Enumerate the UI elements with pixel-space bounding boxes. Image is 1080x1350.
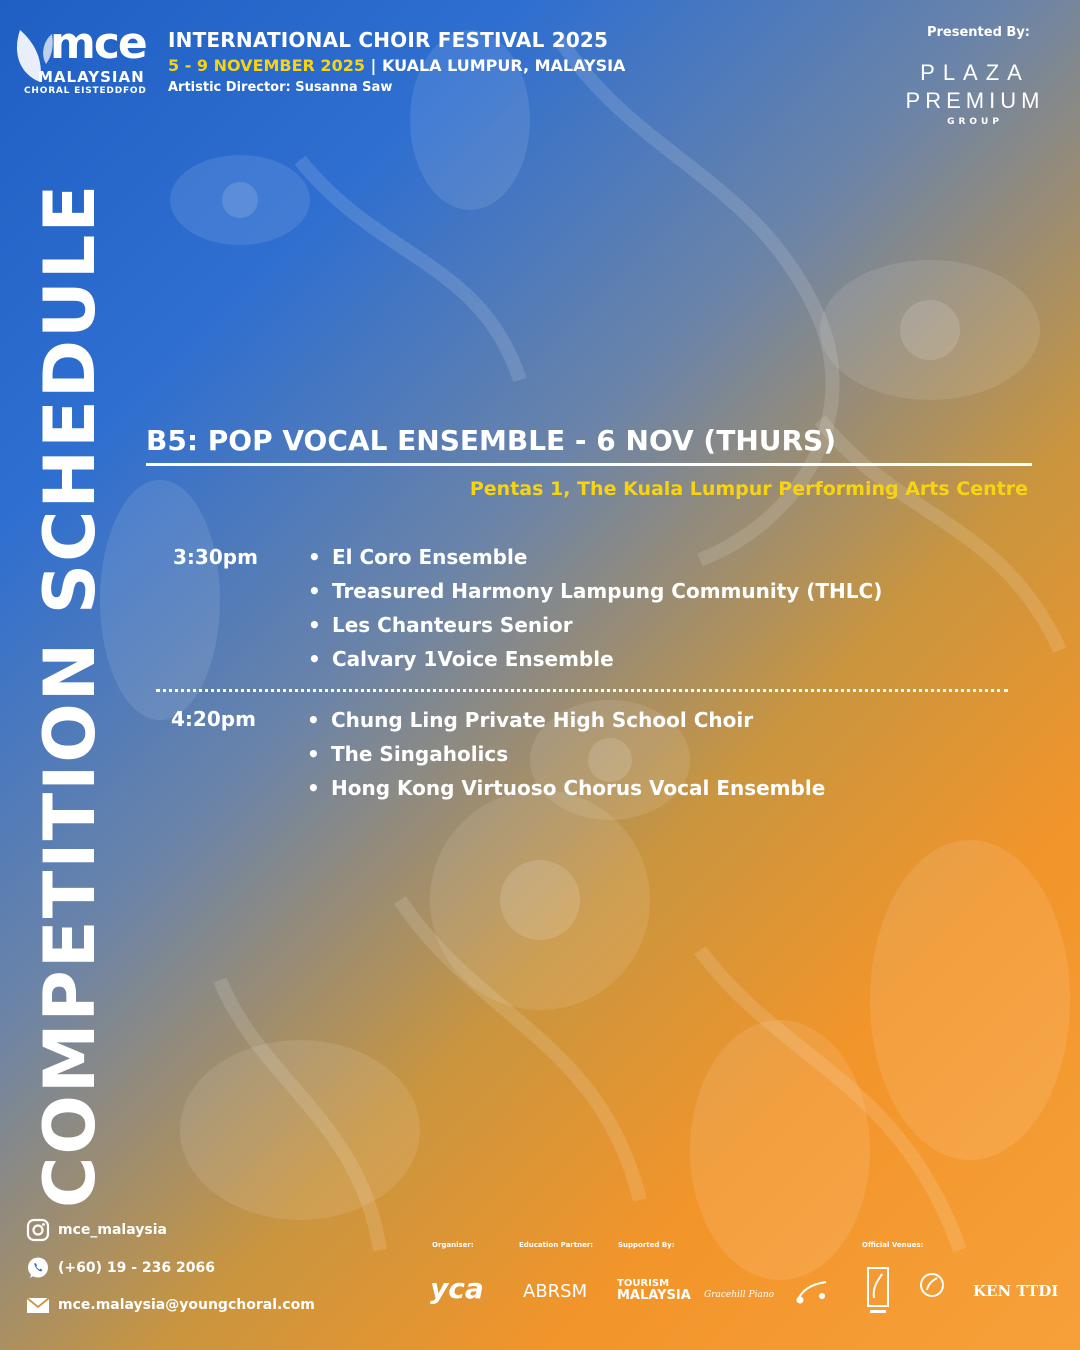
venue-logo-2 [918, 1271, 946, 1299]
choir-item: • Treasured Harmony Lampung Community (THLC) [308, 574, 882, 608]
instagram-contact[interactable] [26, 1218, 167, 1242]
slot-choir-list [307, 703, 825, 805]
venue: Pentas 1, The Kuala Lumpur Performing Arts Centre [469, 478, 1028, 500]
logo-subtitle: CHORAL EISTEDDFOD [24, 86, 147, 96]
choir-item: • Hong Kong Virtuoso Chorus Vocal Ensemble [307, 771, 825, 805]
tourism-malaysia-logo [617, 1278, 691, 1302]
tourism-line2: MALAYSIA [617, 1288, 691, 1303]
title-divider [146, 463, 1032, 466]
organiser-label: Organiser: [432, 1241, 474, 1249]
mail-icon [26, 1293, 50, 1317]
slot-divider [156, 689, 1008, 692]
phone-number: (+60) 19 - 236 2066 [58, 1260, 215, 1276]
official-venues-label: Official Venues: [862, 1241, 924, 1249]
logo-mark: mce [50, 18, 146, 69]
festival-dates-line [168, 56, 625, 75]
plaza-premium-logo [890, 60, 1060, 127]
mce-logo [8, 20, 158, 100]
slot-choir-list [308, 540, 882, 676]
supported-by-label: Supported By: [618, 1241, 675, 1249]
choir-item: • Calvary 1Voice Ensemble [308, 642, 882, 676]
presenter-line2: PREMIUM [905, 88, 1045, 113]
abrsm-logo: ABRSM [523, 1281, 588, 1302]
instagram-handle: mce_malaysia [58, 1222, 167, 1238]
yca-logo: yca [430, 1272, 484, 1305]
slot-time: 3:30pm [173, 545, 258, 569]
presenter-line1: PLAZA [920, 60, 1030, 85]
side-title: COMPETITION SCHEDULE [29, 182, 111, 1208]
festival-location: | KUALA LUMPUR, MALAYSIA [364, 56, 626, 75]
gracehill-piano-logo: Gracehill Piano [704, 1290, 775, 1300]
festival-info [168, 28, 625, 95]
instagram-icon [26, 1218, 50, 1242]
choir-item: • Les Chanteurs Senior [308, 608, 882, 642]
email-contact[interactable] [26, 1293, 315, 1317]
artistic-director: Artistic Director: Susanna Saw [168, 80, 393, 95]
festival-title: INTERNATIONAL CHOIR FESTIVAL 2025 [168, 28, 609, 52]
choir-item: • Chung Ling Private High School Choir [307, 703, 825, 737]
tourism-line1: TOURISM [617, 1278, 670, 1289]
education-partner-label: Education Partner: [519, 1241, 594, 1249]
email-address: mce.malaysia@youngchoral.com [58, 1297, 315, 1313]
venue-logo-1 [866, 1266, 890, 1316]
logo-name: MALAYSIAN [38, 68, 145, 86]
choir-item: • El Coro Ensemble [308, 540, 882, 574]
phone-contact[interactable] [26, 1256, 215, 1280]
music-note-logo [792, 1276, 832, 1306]
slot-time: 4:20pm [171, 707, 256, 731]
presenter-line3: GROUP [947, 117, 1003, 127]
presented-by-label: Presented By: [926, 25, 1030, 40]
festival-dates: 5 - 9 NOVEMBER 2025 [168, 56, 365, 75]
schedule-title: B5: POP VOCAL ENSEMBLE - 6 NOV (THURS) [146, 424, 837, 457]
choir-item: • The Singaholics [307, 737, 825, 771]
whatsapp-icon [26, 1256, 50, 1280]
ken-ttdi-logo: KEN TTDI [973, 1282, 1059, 1300]
